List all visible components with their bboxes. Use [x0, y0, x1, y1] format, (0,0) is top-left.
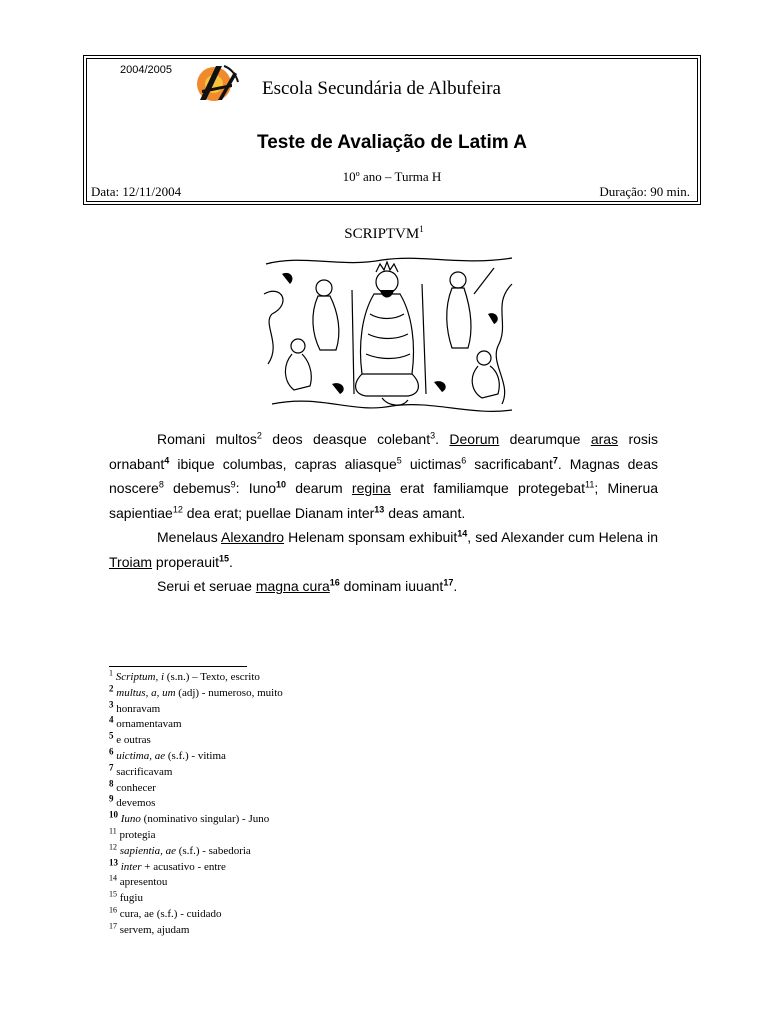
school-name: Escola Secundária de Albufeira: [262, 78, 501, 99]
footnote-8: [109, 777, 283, 797]
text-run: deas amant.: [384, 504, 466, 521]
footnote-term: Scriptum, i: [115, 671, 165, 683]
footnote-ref: 10: [276, 479, 287, 490]
text-run: , sed Alexander cum Helena in: [467, 529, 658, 545]
footnote-definition: (s.n.) – Texto, escrito: [164, 671, 260, 683]
footnote-ref: 13: [374, 503, 385, 514]
text-run: debemus: [163, 480, 231, 496]
footnote-14: [109, 875, 283, 891]
text-run: rosis ornabant: [109, 431, 658, 472]
paragraph-3: [109, 574, 658, 599]
footnote-definition: honravam: [113, 702, 161, 715]
footnote-definition: cura, ae (s.f.) - cuidado: [117, 907, 222, 920]
footnote-ref: 11: [585, 479, 595, 490]
latin-text: [109, 427, 658, 599]
footnote-number: 7: [109, 762, 114, 773]
footnote-number: 5: [109, 730, 114, 741]
footnote-7: [109, 762, 283, 781]
text-run: deos deasque colebant: [261, 431, 431, 447]
text-run: Romani multos: [157, 431, 257, 447]
footnote-ref: 9: [230, 479, 236, 490]
footnote-definition: ornamentavam: [113, 718, 182, 731]
text-run: erat familiamque protegebat: [390, 480, 585, 496]
footnote-ref: 5: [396, 454, 402, 465]
text-run: dea erat; puellae Dianam inter: [182, 504, 375, 521]
footnote-ref: 3: [430, 430, 436, 441]
footnote-number: 8: [109, 777, 114, 788]
footnote-6: [109, 746, 283, 765]
footnote-definition: sacrificavam: [113, 765, 173, 778]
footnote-term: sapientia, ae: [119, 844, 176, 857]
footnote-ref: 2: [256, 430, 262, 441]
section-title-text: SCRIPTVM: [344, 226, 420, 242]
text-run: dearumque: [499, 431, 591, 447]
footnote-ref: 15: [218, 552, 229, 563]
footnote-number: 3: [109, 698, 114, 709]
underlined-word: regina: [351, 480, 391, 496]
footnote-4: [109, 714, 283, 733]
test-duration: Duração: 90 min.: [599, 184, 690, 199]
footnote-definition: protegia: [116, 828, 156, 841]
footnote-term: Iuno: [120, 813, 141, 826]
footnote-definition: e outras: [113, 734, 151, 747]
section-title: [0, 224, 768, 243]
footnote-10: [109, 809, 283, 828]
footnote-number: 4: [109, 714, 114, 725]
footnote-ref: 17: [443, 577, 454, 588]
footnote-definition: (s.f.) - sabedoria: [175, 844, 251, 857]
footnote-ref: 14: [457, 528, 468, 539]
text-run: dearum: [286, 480, 352, 496]
footnote-number: 9: [109, 793, 114, 804]
underlined-word: Alexandro: [220, 529, 285, 545]
footnote-1: [109, 670, 283, 686]
footnote-number: 15: [109, 889, 117, 899]
school-logo-icon: [194, 62, 242, 104]
text-run: dominam iuuant: [339, 578, 444, 594]
footnotes-list: [109, 670, 283, 939]
text-run: Helenam sponsam exhibuit: [284, 529, 458, 545]
footnote-3: [109, 698, 283, 718]
text-run: ibique columbas, capras aliasque: [169, 455, 397, 472]
footnote-definition: servem, ajudam: [117, 923, 190, 936]
text-run: sacrificabant: [466, 455, 553, 472]
footnote-definition: apresentou: [117, 876, 168, 889]
footnote-12: [109, 844, 283, 860]
text-run: . Magnas deas noscere: [109, 455, 659, 496]
footnote-ref: 16: [329, 577, 340, 588]
header-box: [83, 55, 701, 205]
text-run: Serui et seruae: [157, 578, 256, 594]
footnote-number: 2: [109, 683, 114, 694]
underlined-word: Troiam: [109, 553, 153, 570]
footnote-ref: 7: [552, 454, 558, 465]
footnote-number: 14: [109, 873, 117, 883]
footnote-ref: 1: [419, 224, 424, 234]
footnote-13: [109, 856, 283, 876]
paragraph-2: [109, 525, 658, 574]
text-run: Menelaus: [157, 529, 221, 545]
footnote-definition: (nominativo singular) - Juno: [140, 813, 270, 826]
footnote-ref: 12: [172, 503, 183, 514]
footnote-number: 11: [109, 826, 117, 836]
footnote-9: [109, 793, 283, 812]
footnote-2: [109, 683, 283, 702]
text-run: .: [453, 578, 458, 594]
footnote-number: 10: [109, 809, 118, 820]
footnote-definition: devemos: [113, 797, 156, 810]
footnote-number: 16: [109, 905, 117, 915]
underlined-word: aras: [590, 431, 619, 447]
footnote-term: inter: [120, 860, 142, 873]
footnote-ref: 6: [461, 454, 467, 465]
footnote-separator: [109, 666, 247, 667]
footnote-definition: (s.f.) - vitima: [165, 749, 226, 762]
test-title: Teste de Avaliação de Latim A: [257, 132, 527, 153]
footnote-ref: 8: [158, 479, 164, 490]
class-info: 10º ano – Turma H: [342, 169, 442, 184]
greek-gods-illustration: [262, 254, 516, 418]
text-run: ; Minerua sapientiae: [109, 480, 659, 521]
footnote-number: 12: [109, 842, 117, 852]
footnote-definition: conhecer: [113, 781, 156, 794]
text-run: .: [435, 431, 450, 447]
paragraph-1: [109, 427, 658, 525]
text-run: : Iuno: [235, 480, 276, 496]
footnote-number: 17: [109, 921, 117, 931]
footnote-11: [109, 828, 283, 844]
text-run: properauit: [152, 553, 219, 570]
school-year: 2004/2005: [120, 64, 172, 76]
footnote-number: 13: [109, 856, 118, 867]
footnote-definition: (adj) - numeroso, muito: [175, 686, 283, 699]
footnote-term: uictima, ae: [116, 749, 166, 762]
underlined-word: magna cura: [255, 578, 330, 594]
footnote-number: 6: [109, 746, 114, 757]
footnote-number: 1: [109, 668, 113, 678]
text-run: uictimas: [401, 455, 462, 472]
footnote-17: [109, 923, 283, 939]
text-run: .: [229, 553, 233, 570]
footnote-term: multus, a, um: [116, 686, 176, 699]
footnote-16: [109, 907, 283, 923]
footnote-definition: fugiu: [117, 892, 143, 905]
underlined-word: Deorum: [449, 431, 500, 447]
footnote-definition: + acusativo - entre: [141, 860, 226, 873]
footnote-15: [109, 891, 283, 907]
footnote-5: [109, 730, 283, 749]
test-date: Data: 12/11/2004: [91, 184, 182, 199]
footnote-ref: 4: [164, 454, 170, 465]
